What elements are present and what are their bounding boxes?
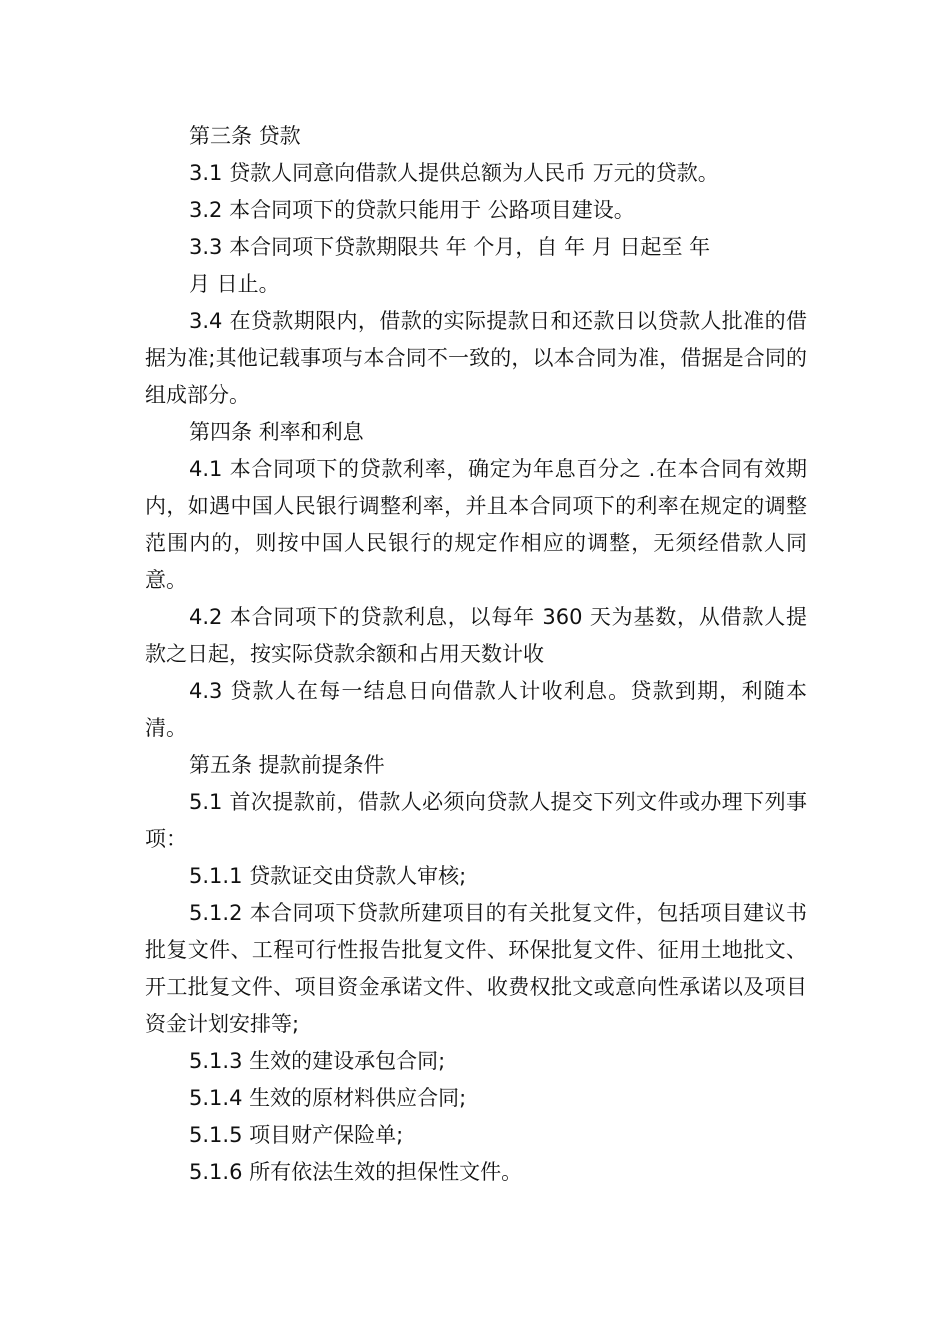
- article-3-heading: 第三条 贷款: [189, 124, 301, 148]
- clause-5-1-5: 5.1.5 项目财产保险单;: [189, 1123, 404, 1147]
- clause-5-1-6: 5.1.6 所有依法生效的担保性文件。: [189, 1160, 523, 1184]
- clause-5-1-3: 5.1.3 生效的建设承包合同;: [189, 1049, 446, 1073]
- clause-3-1: 3.1 贷款人同意向借款人提供总额为人民币 万元的贷款。: [189, 161, 719, 185]
- article-5-heading: 第五条 提款前提条件: [189, 753, 385, 777]
- clause-4-2: 4.2 本合同项下的贷款利息，以每年 360 天为基数，从借款人提款之日起，按实际贷款余额和占用天数计收: [145, 605, 807, 666]
- document-body: [145, 118, 807, 1191]
- clause-5-1-4: 5.1.4 生效的原材料供应合同;: [189, 1086, 467, 1110]
- clause-4-3: 4.3 贷款人在每一结息日向借款人计收利息。贷款到期，利随本清。: [145, 679, 807, 740]
- clause-3-3-continued: 月 日止。: [189, 272, 280, 296]
- article-4-heading: 第四条 利率和利息: [189, 420, 364, 444]
- clause-5-1-2: 5.1.2 本合同项下贷款所建项目的有关批复文件，包括项目建议书批复文件、工程可行性报告批复文件、环保批复文件、征用土地批文、开工批复文件、项目资金承诺文件、收费权批文或意向性承诺以及项目资金计划安排等;: [145, 901, 807, 1036]
- clause-3-2: 3.2 本合同项下的贷款只能用于 公路项目建设。: [189, 198, 635, 222]
- clause-4-1: 4.1 本合同项下的贷款利率，确定为年息百分之 .在本合同有效期内，如遇中国人民银行调整利率，并且本合同项下的利率在规定的调整范围内的，则按中国人民银行的规定作相应的调整，无须经借款人同意。: [145, 457, 807, 592]
- clause-5-1-1: 5.1.1 贷款证交由贷款人审核;: [189, 864, 467, 888]
- clause-5-1: 5.1 首次提款前，借款人必须向贷款人提交下列文件或办理下列事项：: [145, 790, 807, 851]
- clause-3-3: 3.3 本合同项下贷款期限共 年 个月，自 年 月 日起至 年: [189, 235, 711, 259]
- clause-3-4: 3.4 在贷款期限内，借款的实际提款日和还款日以贷款人批准的借据为准;其他记载事项与本合同不一致的，以本合同为准，借据是合同的组成部分。: [145, 309, 807, 407]
